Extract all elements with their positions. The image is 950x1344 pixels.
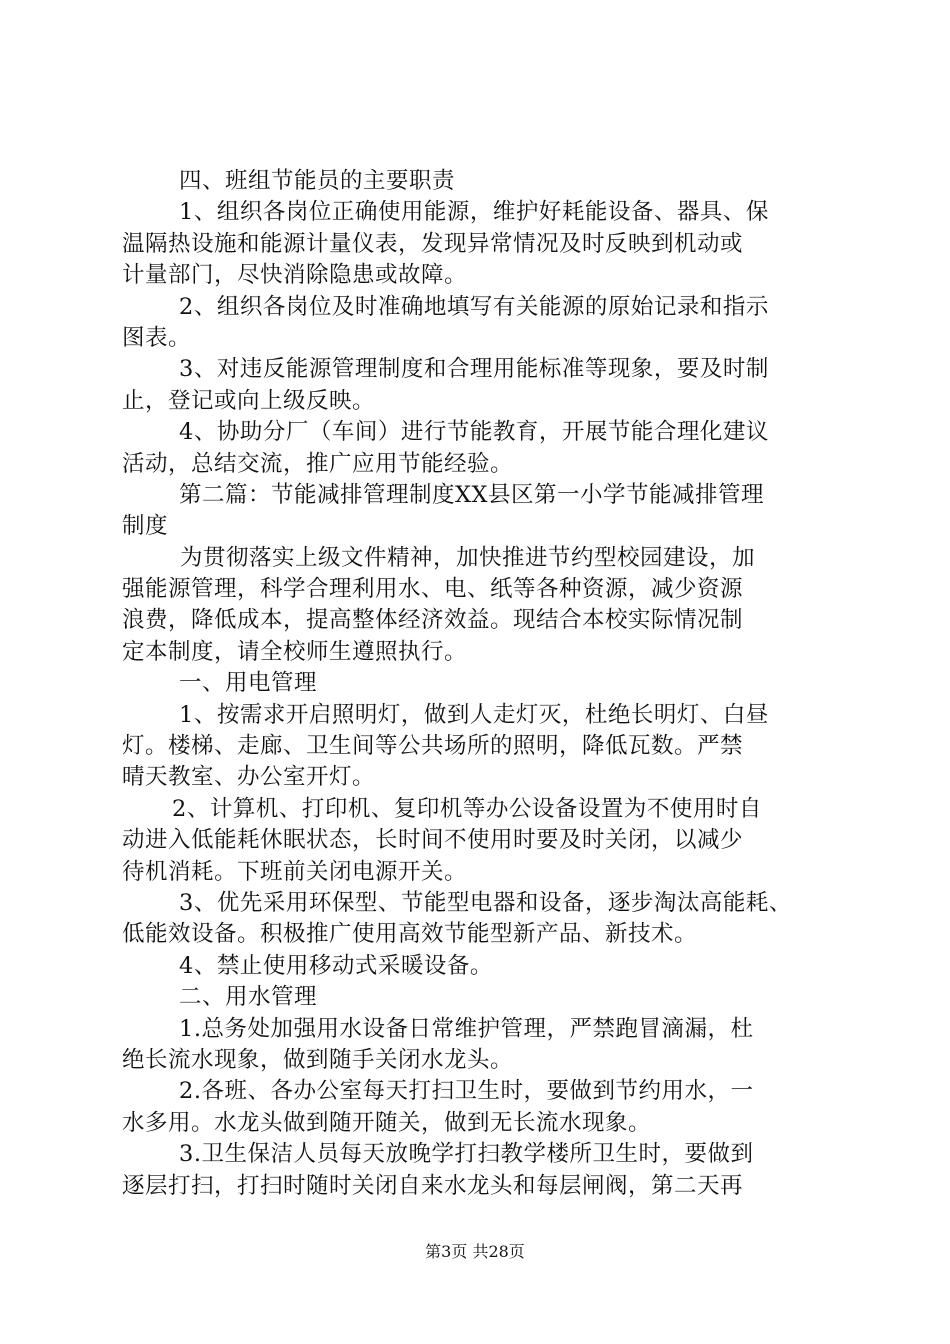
paragraph-line: 计量部门，尽快消除隐患或故障。 [122, 262, 468, 289]
paragraph-line: 4、协助分厂（车间）进行节能教育，开展节能合理化建议 [179, 419, 769, 446]
paragraph-line: 2.各班、各办公室每天打扫卫生时，要做到节约用水，一 [179, 1078, 754, 1105]
paragraph-line: 2、计算机、打印机、复印机等办公设备设置为不使用时自 [172, 795, 762, 822]
page-footer: 第3页 共28页 [425, 1242, 525, 1261]
paragraph-line: 1、组织各岗位正确使用能源，维护好耗能设备、器具、保 [179, 199, 769, 226]
paragraph-line: 止，登记或向上级反映。 [122, 387, 376, 414]
paragraph-line: 绝长流水现象，做到随手关闭水龙头。 [122, 1046, 514, 1073]
paragraph-line: 浪费，降低成本，提高整体经济效益。现结合本校实际情况制 [122, 607, 744, 634]
paragraph-line: 1.总务处加强用水设备日常维护管理，严禁跑冒滴漏，杜 [179, 1015, 754, 1042]
chapter-heading: 制度 [122, 513, 169, 540]
section-heading: 四、班组节能员的主要职责 [179, 168, 456, 194]
section-heading: 二、用水管理 [179, 984, 318, 1011]
paragraph-line: 动进入低能耗休眠状态，长时间不使用时要及时关闭，以减少 [122, 827, 744, 854]
paragraph-line: 灯。楼梯、走廊、卫生间等公共场所的照明，降低瓦数。严禁 [122, 733, 744, 760]
paragraph-line: 低能效设备。积极推广使用高效节能型新产品、新技术。 [122, 921, 698, 948]
paragraph-line: 2、组织各岗位及时准确地填写有关能源的原始记录和指示 [179, 293, 769, 320]
paragraph-line: 逐层打扫，打扫时随时关闭自来水龙头和每层闸阀，第二天再 [122, 1172, 744, 1199]
paragraph-line: 晴天教室、办公室开灯。 [122, 764, 376, 791]
chapter-heading: 第二篇：节能减排管理制度XX县区第一小学节能减排管理 [179, 481, 765, 508]
paragraph-line: 活动，总结交流，推广应用节能经验。 [122, 450, 514, 477]
paragraph-line: 3、对违反能源管理制度和合理用能标准等现象，要及时制 [179, 356, 769, 383]
paragraph-line: 为贯彻落实上级文件精神，加快推进节约型校园建设，加 [180, 544, 756, 571]
paragraph-line: 强能源管理，科学合理利用水、电、纸等各种资源，减少资源 [122, 576, 744, 603]
paragraph-line: 3.卫生保洁人员每天放晚学打扫教学楼所卫生时，要做到 [179, 1141, 754, 1168]
paragraph-line: 3、优先采用环保型、节能型电器和设备，逐步淘汰高能耗、 [179, 889, 792, 916]
section-heading: 一、用电管理 [179, 670, 318, 697]
paragraph-line: 水多用。水龙头做到随开随关，做到无长流水现象。 [122, 1109, 652, 1136]
paragraph-line: 4、禁止使用移动式采暖设备。 [179, 952, 493, 979]
document-body [122, 166, 834, 1202]
paragraph-line: 待机消耗。下班前关闭电源开关。 [122, 858, 468, 885]
paragraph-line: 图表。 [122, 324, 192, 351]
paragraph-line: 定本制度，请全校师生遵照执行。 [122, 638, 468, 665]
paragraph-line: 温隔热设施和能源计量仪表，发现异常情况及时反映到机动或 [122, 230, 744, 257]
paragraph-line: 1、按需求开启照明灯，做到人走灯灭，杜绝长明灯、白昼 [179, 701, 769, 728]
